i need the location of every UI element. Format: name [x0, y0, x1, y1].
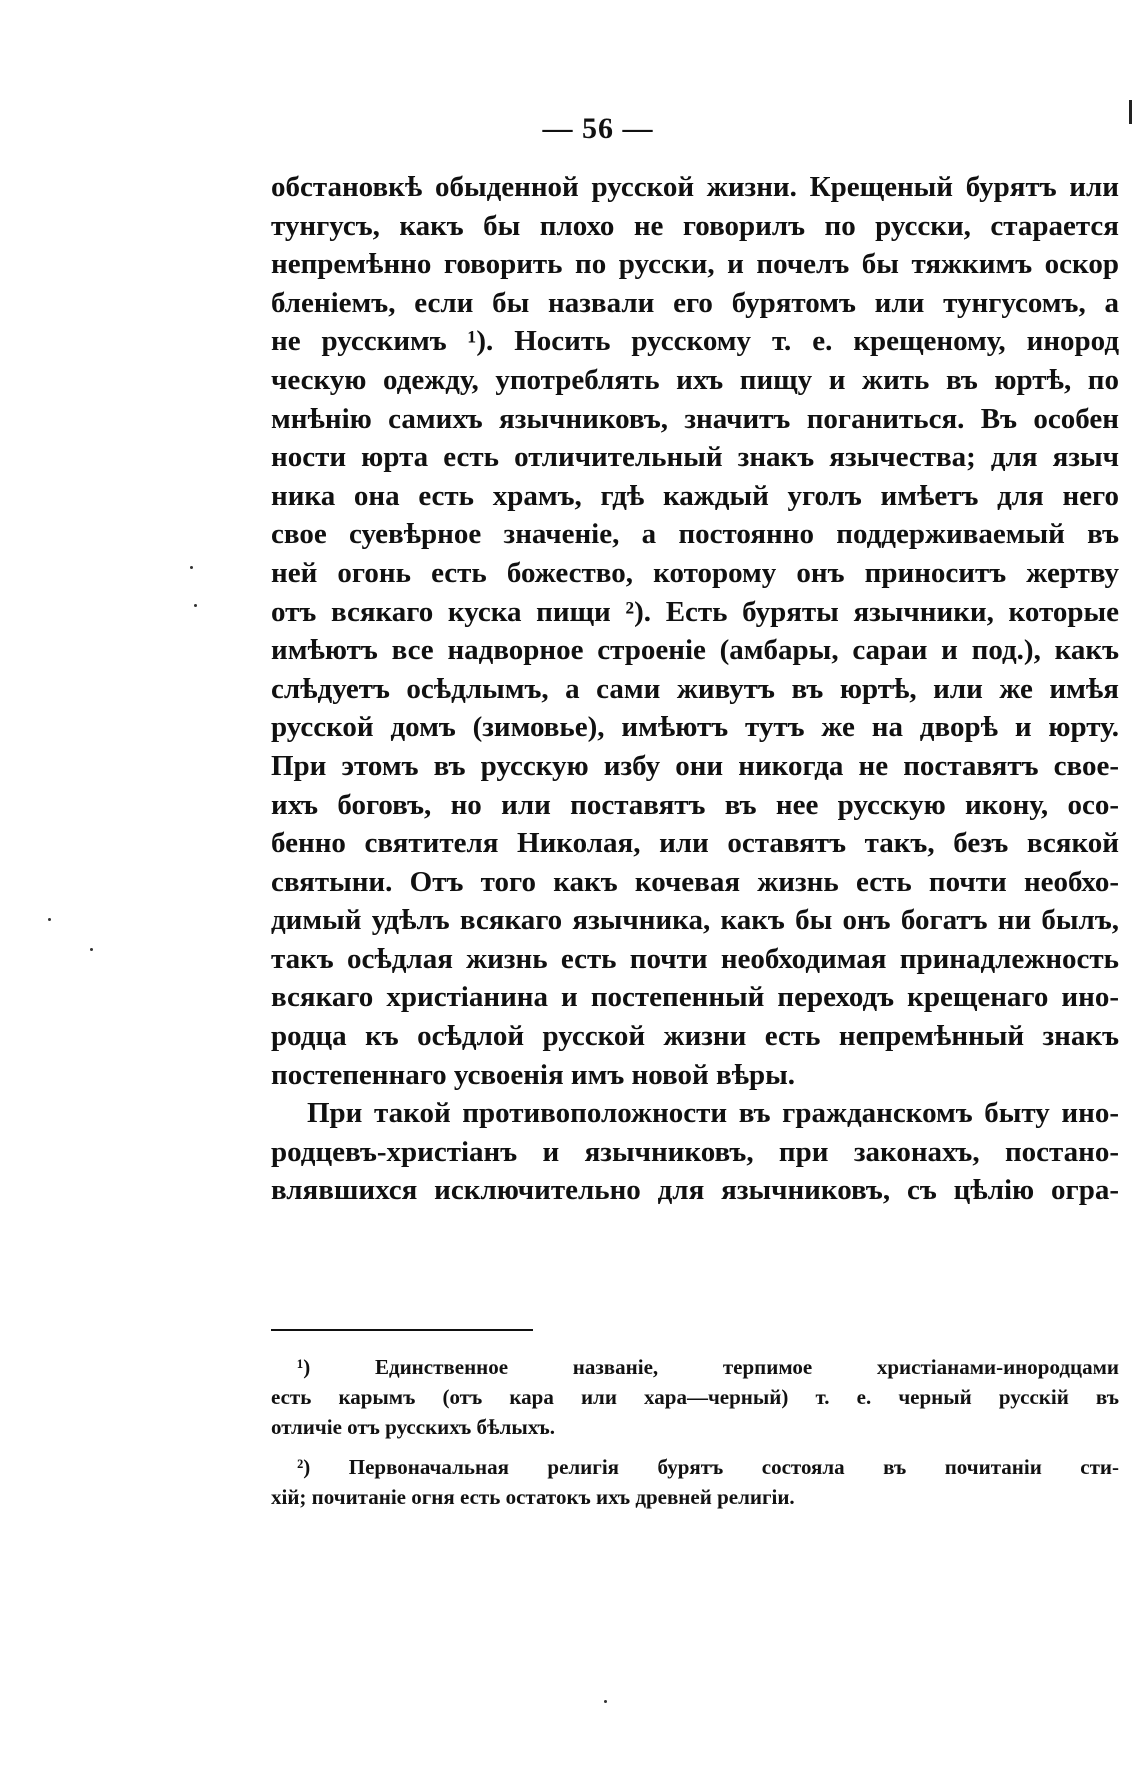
page-number: — 56 —	[542, 112, 654, 145]
text-line: ихъ боговъ, но или поставятъ въ нее русскую икону, осо-	[271, 788, 1119, 821]
scan-speck	[90, 948, 93, 951]
text-line: не русскимъ ¹). Носить русскому т. е. крещеному, инород	[271, 325, 1119, 358]
text-line: ческую одежду, употреблять ихъ пищу и жить въ юртѣ, по	[271, 363, 1119, 396]
text-line: ности юрта есть отличительный знакъ язычества; для языч	[271, 441, 1119, 474]
text-line: слѣдуетъ осѣдлымъ, а сами живутъ въ юртѣ, или же имѣя	[271, 672, 1119, 705]
text-line: обстановкѣ обыденной русской жизни. Крещеный бурятъ или	[271, 171, 1119, 203]
scan-speck	[604, 1700, 607, 1703]
footnote-gap	[271, 1442, 1119, 1452]
footnote-2	[271, 1452, 1119, 1512]
footnote-1	[271, 1352, 1119, 1442]
footnote-line: отличіе отъ русскихъ бѣлыхъ.	[271, 1415, 555, 1439]
scan-speck	[190, 566, 193, 569]
footnote-line: ¹) Единственное названіе, терпимое христіанами-инородцами	[297, 1355, 1119, 1379]
text-line: бенно святителя Николая, или оставятъ такъ, безъ всякой	[271, 827, 1119, 860]
scan-speck	[48, 918, 51, 921]
text-line: отъ всякаго куска пищи ²). Есть буряты язычники, которые	[271, 595, 1119, 628]
text-line: родцевъ-христіанъ и язычниковъ, при законахъ, постано-	[271, 1135, 1119, 1168]
text-line: имѣютъ все надворное строеніе (амбары, сараи и под.), какъ	[271, 634, 1119, 667]
scan-speck	[194, 604, 197, 607]
text-line: тунгусъ, какъ бы плохо не говорилъ по русски, старается	[271, 209, 1119, 242]
text-line: русской домъ (зимовье), имѣютъ тутъ же на дворѣ и юрту.	[271, 711, 1119, 744]
text-line: святыни. Отъ того какъ кочевая жизнь есть почти необхо-	[271, 865, 1119, 898]
text-line: непремѣнно говорить по русски, и почелъ бы тяжкимъ оскор	[271, 248, 1119, 281]
text-line: постепеннаго усвоенія имъ новой вѣры.	[271, 1058, 796, 1091]
footnote-separator	[271, 1329, 533, 1331]
text-line: бленіемъ, если бы назвали его бурятомъ или тунгусомъ, а	[271, 286, 1119, 319]
text-line: мнѣнію самихъ язычниковъ, значитъ поганиться. Въ особен	[271, 402, 1119, 435]
text-line: всякаго христіанина и постепенный переходъ крещенаго ино-	[271, 981, 1119, 1014]
text-line: димый удѣлъ всякаго язычника, какъ бы онъ богатъ ни былъ,	[271, 904, 1119, 937]
footnote-line: ²) Первоначальная религія бурятъ состояла въ почитаніи сти-	[297, 1455, 1119, 1479]
footnote-line: есть карымъ (отъ кара или хара—черный) т. е. черный русскій въ	[271, 1385, 1119, 1409]
text-line: ней огонь есть божество, которому онъ приноситъ жертву	[271, 556, 1119, 589]
paragraph-start-line: При такой противоположности въ гражданскомъ быту ино-	[307, 1097, 1119, 1130]
text-line: ника она есть храмъ, гдѣ каждый уголъ имѣетъ для него	[271, 479, 1119, 512]
text-line: такъ осѣдлая жизнь есть почти необходимая принадлежность	[271, 942, 1119, 975]
text-line: влявшихся исключительно для язычниковъ, съ цѣлію огра-	[271, 1174, 1119, 1207]
text-line: свое суевѣрное значеніе, а постоянно поддерживаемый въ	[271, 518, 1119, 551]
footnote-line: хій; почитаніе огня есть остатокъ ихъ древней религіи.	[271, 1485, 795, 1509]
text-line: При этомъ въ русскую избу они никогда не поставятъ свое-	[271, 749, 1119, 782]
footnotes-block	[271, 1352, 1119, 1512]
text-line: родца къ осѣдлой русской жизни есть непремѣнный знакъ	[271, 1020, 1119, 1053]
main-text-block	[271, 168, 1119, 1210]
